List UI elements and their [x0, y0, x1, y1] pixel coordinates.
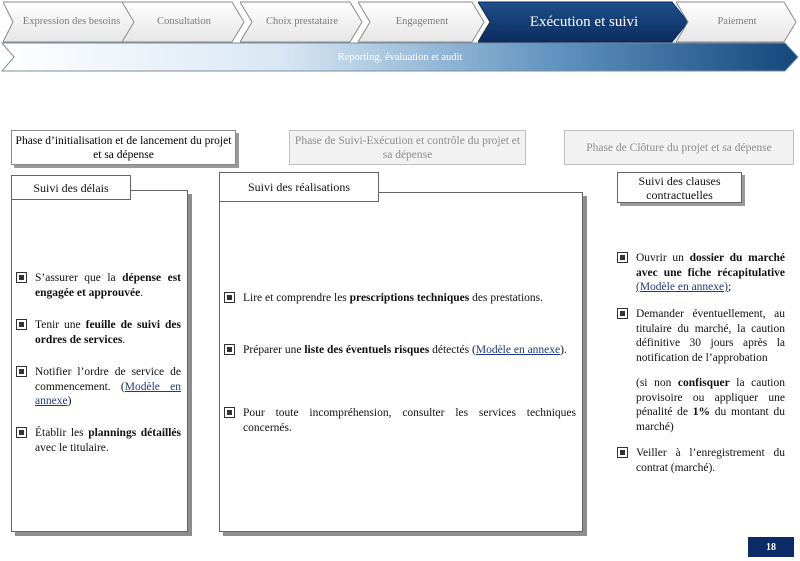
list-item: Lire et comprendre les prescriptions techniques des prestations.: [224, 291, 576, 306]
step-consultation: [122, 0, 246, 44]
phase-cloture: [564, 130, 794, 165]
page-number-badge: [748, 537, 794, 557]
checkbox-bullet-icon: [16, 272, 27, 283]
step-label: Engagement: [395, 16, 449, 27]
list-item: Demander éventuellement, au titulaire du marché, la caution définitive 30 jours après la notification de l’approbation: [617, 307, 785, 365]
checkbox-bullet-icon: [617, 308, 628, 319]
step-label: Consultation: [157, 16, 211, 27]
checkbox-bullet-icon: [16, 366, 27, 377]
step-paiement: [676, 0, 798, 44]
step-label: Paiement: [717, 16, 757, 27]
list-item: Préparer une liste des éventuels risques détectés (Modèle en annexe).: [224, 343, 576, 358]
step-choix-prestataire: [240, 0, 364, 44]
process-chevron-bar: [0, 0, 800, 44]
list-item: Notifier l’ordre de service de commencement. (Modèle en annexe): [16, 365, 181, 409]
column-suivi-clauses-title: [617, 172, 742, 203]
modele-annexe-link[interactable]: Modèle en annexe: [475, 344, 561, 356]
checkbox-bullet-icon: [224, 344, 235, 355]
reporting-label: Reporting, évaluation et audit: [337, 51, 463, 63]
list-item: Tenir une feuille de suivi des ordres de services.: [16, 318, 181, 347]
column-title: Suivi des réalisations: [248, 180, 350, 194]
list-item: Établir les plannings détaillés avec le titulaire.: [16, 426, 181, 455]
step-execution-suivi: [478, 0, 690, 44]
column-title: Suivi des clauses contractuelles: [638, 173, 721, 202]
modele-annexe-link[interactable]: (Modèle en annexe): [636, 281, 728, 293]
list-item: Ouvrir un dossier du marché avec une fiche récapitulative (Modèle en annexe);: [617, 251, 785, 295]
reporting-bar: [0, 42, 800, 72]
checkbox-bullet-icon: [16, 319, 27, 330]
modele-annexe-link[interactable]: Modèle en annexe: [35, 380, 181, 407]
step-engagement: [358, 0, 486, 44]
column-title: Suivi des délais: [33, 180, 109, 195]
phase-initialisation-label: Phase d’initialisation et de lancement du projet et sa dépense: [15, 134, 232, 161]
checkbox-bullet-icon: [224, 292, 235, 303]
checkbox-bullet-icon: [16, 427, 27, 438]
column-suivi-delais: [11, 190, 188, 532]
list-item-note: (si non confisquer la caution provisoire ou appliquer une pénalité de 1% du montant du marché): [636, 377, 785, 433]
column-suivi-realisations: [219, 192, 583, 532]
phase-suivi-execution: [289, 130, 526, 165]
checkbox-bullet-icon: [617, 252, 628, 263]
column-suivi-delais-title: [11, 175, 131, 200]
phase-suivi-execution-label: Phase de Suivi-Exécution et contrôle du projet et sa dépense: [294, 134, 521, 161]
list-item: S’assurer que la dépense est engagée et approuvée.: [16, 271, 181, 300]
phase-cloture-label: Phase de Clôture du projet et sa dépense: [586, 141, 772, 154]
page-number: 18: [766, 541, 776, 553]
step-label: Exécution et suivi: [529, 14, 639, 30]
list-item: Veiller à l’enregistrement du contrat (marché).: [617, 446, 785, 475]
column-suivi-realisations-title: [219, 172, 379, 202]
list-item: Pour toute incompréhension, consulter les services techniques concernés.: [224, 406, 576, 435]
checkbox-bullet-icon: [224, 407, 235, 418]
step-expression-besoins: [3, 0, 140, 44]
step-label: Expression des besoins: [22, 16, 121, 27]
step-label: Choix prestataire: [265, 16, 339, 27]
phase-initialisation: [11, 130, 236, 165]
checkbox-bullet-icon: [617, 447, 628, 458]
